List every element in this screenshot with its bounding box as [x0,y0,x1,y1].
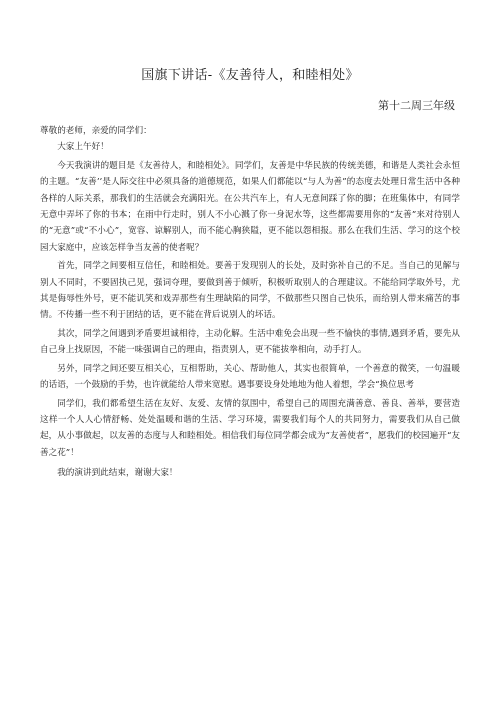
paragraph-second-point: 其次，同学之间遇到矛盾要坦诚相待，主动化解。生活中难免会出现一些不愉快的事情,遇到矛盾，要先从自己身上找原因，不能一味强调自己的理由，指责别人，更不能拔拳相向，动手打人。 [40,328,460,356]
paragraph-third-point: 另外，同学之间还要互相关心，互相帮助，关心、帮助他人，其实也很简单，一个善意的微笑，一句温暖的话语，一个鼓励的手势，也许就能给人带来宽慰。遇事要设身处地地为他人着想，学会“换位思考 [40,363,460,391]
paragraph-first-point: 首先，同学之间要相互信任，和睦相处。要善于发现别人的长处，及时弥补自己的不足。当自己的见解与别人不同时，不要固执己见，强词夺理，要做到善于倾听，积极听取别人的合理建议。不能给同学取外号，尤其是侮辱性外号，更不能讥笑和戏弄那些有生理缺陷的同学，不做那些只图自己快乐，而给别人带来痛苦的事情。不传播一些不利于团结的话，更不能在背后说别人的坏话。 [40,261,460,321]
greeting: 大家上午好！ [57,142,109,153]
paragraph-conclusion: 同学们，我们都希望生活在友好、友爱、友情的氛围中，希望自己的周围充满善意、善良、善举，要营造这样一个人人心情舒畅、处处温暖和谐的生活、学习环境，需要我们每个人的共同努力，需要我们从自己做起，从小事做起，以友善的态度与人和睦相处。相信我们每位同学都会成为“友善使者”，愿我们的校园遍开“友善之花”！ [40,398,460,458]
closing-line: 我的演讲到此结束，谢谢大家！ [57,468,178,479]
salutation: 尊敬的老师，亲爱的同学们： [40,126,152,136]
document-title: 国旗下讲话-《友善待人，和睦相处》 [141,68,359,83]
paragraph-intro: 今天我演讲的题目是《友善待人，和睦相处》。同学们，友善是中华民族的传统美德，和谐是人类社会永恒的主题。“友善’’是人际交往中必须具备的道德规范，如果人们都能以“与人为善”的态度去处理日常生活中各种各样的人际关系，那我们的生活就会充满阳光。在公共汽车上，有人无意间踩了你的脚；在班集体中，有同学无意中弄坏了你的书本；在雨中行走时，别人不小心溅了你一身泥水等，这些都需要用你的“友善”来对待别人的“无意”或“不小心”，宽容、谅解别人，而不能心胸狭隘，更不能以怨相报。那么在我们生活、学习的这个校园大家庭中，应该怎样争当友善的使者呢？ [40,160,460,253]
speech-body [40,123,460,482]
document-author-line: 第十二周三年级 [378,99,455,112]
